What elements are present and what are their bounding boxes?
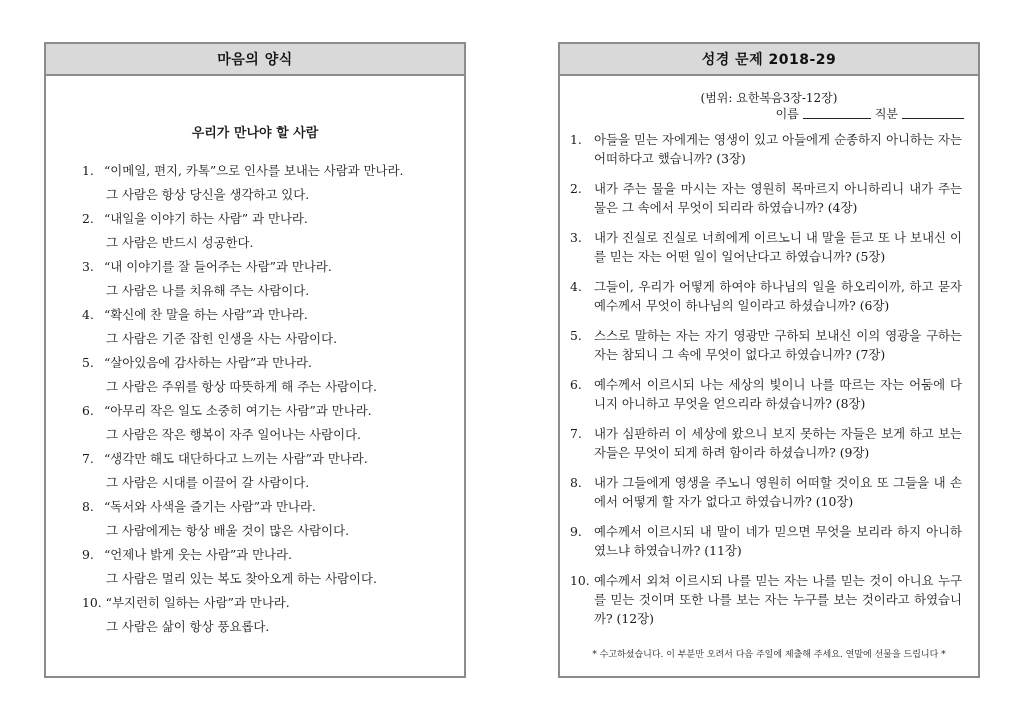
question-text: 내가 심판하러 이 세상에 왔으니 보지 못하는 자들은 보게 하고 보는 자들은 무엇이 되게 하려 함이라 하셨습니까? (9장) xyxy=(594,426,962,460)
question-text: 예수께서 이르시되 내 말이 네가 믿으면 무엇을 보리라 하지 아니하였느냐 하였습니까? (11장) xyxy=(594,524,962,558)
question-number: 1. xyxy=(570,132,582,147)
question-number: 9. xyxy=(570,524,582,539)
item-sub: 그 사람은 작은 행복이 자주 일어나는 사람이다. xyxy=(106,427,361,442)
role-label: 직분 xyxy=(874,107,898,121)
item-number: 5. xyxy=(82,355,94,370)
panel-header: 마음의 양식 xyxy=(46,44,464,76)
item-sub: 그 사람은 항상 당신을 생각하고 있다. xyxy=(106,187,310,202)
poem-list xyxy=(46,159,464,639)
list-item xyxy=(82,207,464,255)
item-number: 6. xyxy=(82,403,94,418)
question-item xyxy=(570,228,962,266)
item-line: “독서와 사색을 즐기는 사람”과 만나라. xyxy=(103,499,316,514)
question-item xyxy=(570,179,962,217)
item-line: “아무리 작은 일도 소중히 여기는 사람”과 만나라. xyxy=(103,403,372,418)
item-sub: 그 사람은 기준 잡힌 인생을 사는 사람이다. xyxy=(106,331,338,346)
list-item xyxy=(82,399,464,447)
item-sub: 그 사람에게는 항상 배울 것이 많은 사람이다. xyxy=(106,523,350,538)
question-item xyxy=(570,375,962,413)
item-number: 1. xyxy=(82,163,94,178)
item-number: 8. xyxy=(82,499,94,514)
item-sub: 그 사람은 반드시 성공한다. xyxy=(106,235,254,250)
question-number: 3. xyxy=(570,230,582,245)
panel-header: 성경 문제 2018-29 xyxy=(560,44,978,76)
name-role-row xyxy=(560,106,978,122)
item-line: “내일을 이야기 하는 사람” 과 만나라. xyxy=(103,211,308,226)
item-number: 7. xyxy=(82,451,94,466)
question-number: 5. xyxy=(570,328,582,343)
item-sub: 그 사람은 나를 치유해 주는 사람이다. xyxy=(106,283,310,298)
question-list xyxy=(560,130,978,628)
mind-nourishment-panel xyxy=(44,42,466,678)
item-number: 10. xyxy=(82,595,102,610)
list-item xyxy=(82,591,464,639)
list-item xyxy=(82,303,464,351)
question-item xyxy=(570,130,962,168)
item-line: “생각만 해도 대단하다고 느끼는 사람”과 만나라. xyxy=(103,451,368,466)
question-text: 예수께서 외쳐 이르시되 나를 믿는 자는 나를 믿는 것이 아니요 누구를 믿는 것이며 또한 나를 보는 자는 누구를 보는 것이라고 하였습니까? (12장) xyxy=(594,573,962,626)
question-text: 아들을 믿는 자에게는 영생이 있고 아들에게 순종하지 아니하는 자는 어떠하다고 했습니까? (3장) xyxy=(594,132,962,166)
question-text: 그들이, 우리가 어떻게 하여야 하나님의 일을 하오리이까, 하고 묻자 예수께서 무엇이 하나님의 일이라고 하셨습니까? (6장) xyxy=(594,279,962,313)
name-label: 이름 xyxy=(775,107,799,121)
item-number: 3. xyxy=(82,259,94,274)
list-item xyxy=(82,255,464,303)
item-line: “이메일, 편지, 카톡”으로 인사를 보내는 사람과 만나라. xyxy=(103,163,404,178)
question-item xyxy=(570,571,962,628)
question-number: 2. xyxy=(570,181,582,196)
item-number: 2. xyxy=(82,211,94,226)
list-item xyxy=(82,543,464,591)
question-text: 내가 그들에게 영생을 주노니 영원히 어떠할 것이요 또 그들을 내 손에서 어떻게 할 자가 없다고 하였습니까? (10장) xyxy=(594,475,962,509)
item-line: “언제나 밝게 웃는 사람”과 만나라. xyxy=(103,547,292,562)
question-text: 예수께서 이르시되 나는 세상의 빛이니 나를 따르는 자는 어둠에 다니지 아니하고 무엇을 얻으리라 하셨습니까? (8장) xyxy=(594,377,962,411)
bible-quiz-panel xyxy=(558,42,980,678)
item-number: 9. xyxy=(82,547,94,562)
poem-title: 우리가 만나야 할 사람 xyxy=(191,126,319,141)
item-sub: 그 사람은 시대를 이끌어 갈 사람이다. xyxy=(106,475,310,490)
list-item xyxy=(82,447,464,495)
item-sub: 그 사람은 삶이 항상 풍요롭다. xyxy=(106,619,270,634)
question-item xyxy=(570,277,962,315)
list-item xyxy=(82,159,464,207)
question-item xyxy=(570,522,962,560)
footnote: * 수고하셨습니다. 이 부분만 오려서 다음 주일에 제출해 주세요. 연말에 선물을 드립니다 * xyxy=(592,650,946,660)
list-item xyxy=(82,351,464,399)
item-line: “내 이야기를 잘 들어주는 사람”과 만나라. xyxy=(103,259,332,274)
item-sub: 그 사람은 주위를 항상 따뜻하게 해 주는 사람이다. xyxy=(106,379,377,394)
question-number: 7. xyxy=(570,426,582,441)
item-line: “살아있음에 감사하는 사람”과 만나라. xyxy=(103,355,312,370)
question-text: 스스로 말하는 자는 자기 영광만 구하되 보내신 이의 영광을 구하는 자는 참되니 그 속에 무엇이 없다고 하였습니까? (7장) xyxy=(594,328,962,362)
question-number: 6. xyxy=(570,377,582,392)
question-text: 내가 주는 물을 마시는 자는 영원히 목마르지 아니하리니 내가 주는 물은 그 속에서 무엇이 되리라 하였습니까? (4장) xyxy=(594,181,962,215)
question-item xyxy=(570,424,962,462)
list-item xyxy=(82,495,464,543)
item-line: “확신에 찬 말을 하는 사람”과 만나라. xyxy=(103,307,308,322)
question-number: 10. xyxy=(570,573,590,588)
name-field[interactable] xyxy=(803,106,871,119)
item-line: “부지런히 일하는 사람”과 만나라. xyxy=(105,595,290,610)
question-text: 내가 진실로 진실로 너희에게 이르노니 내 말을 듣고 또 나 보내신 이를 믿는 자는 어떤 일이 일어난다고 하였습니까? (5장) xyxy=(594,230,962,264)
item-number: 4. xyxy=(82,307,94,322)
question-item xyxy=(570,326,962,364)
role-field[interactable] xyxy=(902,106,964,119)
question-item xyxy=(570,473,962,511)
quiz-range: (범위: 요한복음3장-12장) xyxy=(700,91,838,105)
question-number: 4. xyxy=(570,279,582,294)
quiz-meta xyxy=(560,90,978,122)
item-sub: 그 사람은 멀리 있는 복도 찾아오게 하는 사람이다. xyxy=(106,571,377,586)
question-number: 8. xyxy=(570,475,582,490)
